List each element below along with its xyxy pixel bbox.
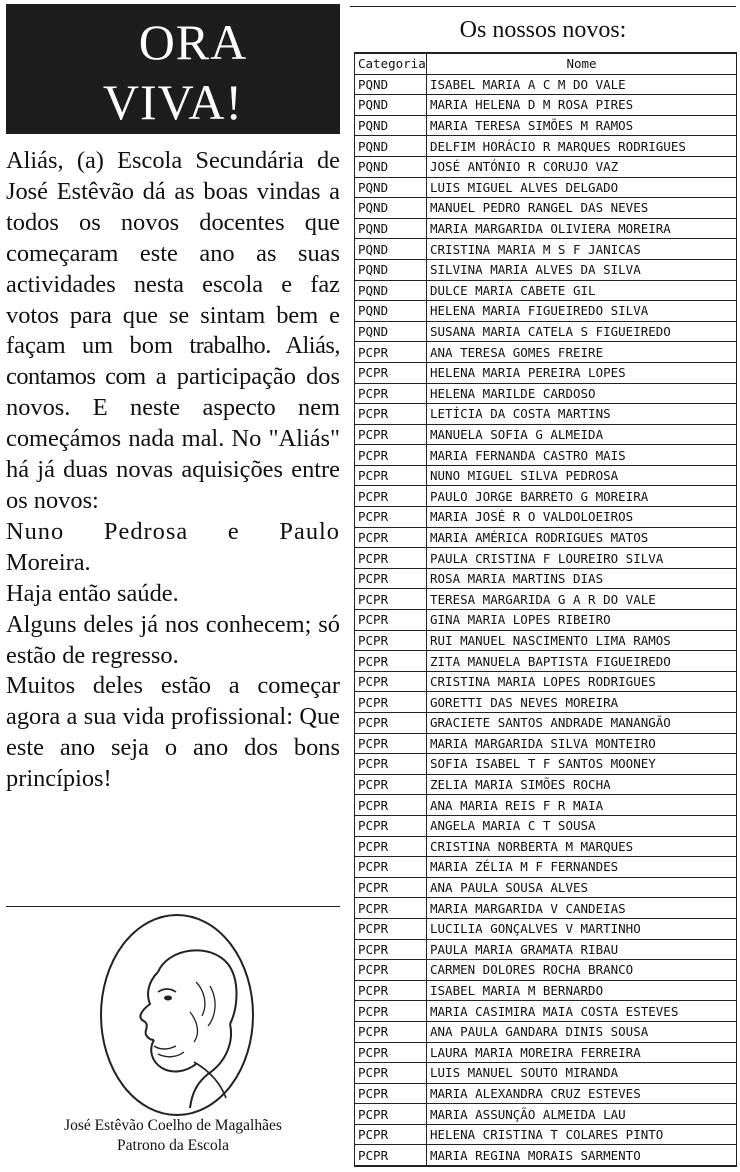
table-row <box>355 321 737 342</box>
row-category: PCPR <box>355 877 427 898</box>
row-name: ANA PAULA GANDARA DINIS SOUSA <box>427 1021 737 1042</box>
row-name: CRISTINA MARIA LOPES RODRIGUES <box>427 671 737 692</box>
table-row <box>355 1145 737 1166</box>
table-row <box>355 1063 737 1084</box>
table-row <box>355 1104 737 1125</box>
table-row <box>355 177 737 198</box>
row-category: PCPR <box>355 1145 427 1166</box>
table-row <box>355 713 737 734</box>
patron-role: Patrono da Escola <box>117 1137 229 1154</box>
row-category: PQND <box>355 95 427 116</box>
row-category: PCPR <box>355 527 427 548</box>
row-name: ISABEL MARIA A C M DO VALE <box>427 74 737 95</box>
row-name: ANA MARIA REIS F R MAIA <box>427 795 737 816</box>
row-name: MARIA REGINA MORAIS SARMENTO <box>427 1145 737 1166</box>
staff-table-title: Os nossos novos: <box>459 17 627 43</box>
row-name: PAULO JORGE BARRETO G MOREIRA <box>427 486 737 507</box>
row-name: SOFIA ISABEL T F SANTOS MOONEY <box>427 754 737 775</box>
table-header-row <box>355 53 737 74</box>
table-row <box>355 301 737 322</box>
row-category: PCPR <box>355 1063 427 1084</box>
table-row <box>355 630 737 651</box>
row-category: PCPR <box>355 795 427 816</box>
new-staff-table <box>354 52 737 1167</box>
row-name: LETÍCIA DA COSTA MARTINS <box>427 404 737 425</box>
row-name: GORETTI DAS NEVES MOREIRA <box>427 692 737 713</box>
table-row <box>355 733 737 754</box>
top-divider <box>350 6 736 7</box>
row-category: PCPR <box>355 713 427 734</box>
table-row <box>355 918 737 939</box>
table-row <box>355 960 737 981</box>
row-name: ROSA MARIA MARTINS DIAS <box>427 568 737 589</box>
table-row <box>355 507 737 528</box>
row-name: HELENA CRISTINA T COLARES PINTO <box>427 1124 737 1145</box>
patron-name: José Estêvão Coelho de Magalhães <box>64 1117 282 1134</box>
row-name: GINA MARIA LOPES RIBEIRO <box>427 610 737 631</box>
row-name: ZELIA MARIA SIMÕES ROCHA <box>427 774 737 795</box>
row-name: MARIA MARGARIDA V CANDEIAS <box>427 898 737 919</box>
row-category: PCPR <box>355 1104 427 1125</box>
row-category: PCPR <box>355 898 427 919</box>
row-name: ZITA MANUELA BAPTISTA FIGUEIREDO <box>427 651 737 672</box>
row-category: PCPR <box>355 733 427 754</box>
row-category: PCPR <box>355 651 427 672</box>
row-name: MARIA JOSÉ R O VALDOLOEIROS <box>427 507 737 528</box>
staff-table-body <box>355 74 737 1166</box>
table-row <box>355 383 737 404</box>
row-name: LAURA MARIA MOREIRA FERREIRA <box>427 1042 737 1063</box>
row-category: PCPR <box>355 857 427 878</box>
table-row <box>355 280 737 301</box>
ora-viva-banner <box>6 4 340 134</box>
row-category: PCPR <box>355 383 427 404</box>
row-name: MARIA AMÉRICA RODRIGUES MATOS <box>427 527 737 548</box>
row-name: GRACIETE SANTOS ANDRADE MANANGÃO <box>427 713 737 734</box>
row-category: PQND <box>355 259 427 280</box>
row-name: MARIA MARGARIDA SILVA MONTEIRO <box>427 733 737 754</box>
row-name: MARIA TERESA SIMÕES M RAMOS <box>427 115 737 136</box>
table-row <box>355 1124 737 1145</box>
table-row <box>355 877 737 898</box>
table-row <box>355 1001 737 1022</box>
row-category: PQND <box>355 136 427 157</box>
row-name: ANA TERESA GOMES FREIRE <box>427 342 737 363</box>
row-category: PCPR <box>355 815 427 836</box>
row-name: MARIA ASSUNÇÃO ALMEIDA LAU <box>427 1104 737 1125</box>
banner-line-1: ORA <box>138 14 248 70</box>
intro-article <box>6 146 340 795</box>
table-row <box>355 774 737 795</box>
row-category: PQND <box>355 177 427 198</box>
row-category: PCPR <box>355 774 427 795</box>
table-row <box>355 857 737 878</box>
row-category: PCPR <box>355 960 427 981</box>
row-name: JOSÉ ANTÓNIO R CORUJO VAZ <box>427 156 737 177</box>
table-row <box>355 651 737 672</box>
row-category: PCPR <box>355 1042 427 1063</box>
row-name: MARIA ALEXANDRA CRUZ ESTEVES <box>427 1083 737 1104</box>
row-name: SUSANA MARIA CATELA S FIGUEIREDO <box>427 321 737 342</box>
table-row <box>355 610 737 631</box>
row-category: PCPR <box>355 1021 427 1042</box>
table-row <box>355 445 737 466</box>
table-row <box>355 1083 737 1104</box>
row-name: RUI MANUEL NASCIMENTO LIMA RAMOS <box>427 630 737 651</box>
row-category: PQND <box>355 301 427 322</box>
row-name: MARIA HELENA D M ROSA PIRES <box>427 95 737 116</box>
new-staff-names: Nuno Pedrosa e Paulo <box>6 517 340 545</box>
table-row <box>355 239 737 260</box>
table-row <box>355 795 737 816</box>
table-row <box>355 548 737 569</box>
row-category: PCPR <box>355 692 427 713</box>
table-row <box>355 898 737 919</box>
banner-line-2: VIVA! <box>102 74 244 130</box>
row-category: PCPR <box>355 1001 427 1022</box>
row-name: SILVINA MARIA ALVES DA SILVA <box>427 259 737 280</box>
row-name: ANA PAULA SOUSA ALVES <box>427 877 737 898</box>
new-staff-names-tail: Moreira. <box>6 548 91 576</box>
table-row <box>355 527 737 548</box>
row-name: CRISTINA NORBERTA M MARQUES <box>427 836 737 857</box>
row-name: MARIA FERNANDA CASTRO MAIS <box>427 445 737 466</box>
row-name: LUCILIA GONÇALVES V MARTINHO <box>427 918 737 939</box>
row-category: PCPR <box>355 342 427 363</box>
row-category: PCPR <box>355 630 427 651</box>
table-row <box>355 1021 737 1042</box>
column-header-category: Categoria <box>355 53 427 74</box>
row-category: PCPR <box>355 568 427 589</box>
table-row <box>355 95 737 116</box>
portrait-caption <box>6 1116 340 1156</box>
row-category: PQND <box>355 321 427 342</box>
row-category: PCPR <box>355 980 427 1001</box>
row-name: MANUELA SOFIA G ALMEIDA <box>427 424 737 445</box>
row-category: PQND <box>355 198 427 219</box>
table-row <box>355 568 737 589</box>
row-name: CRISTINA MARIA M S F JANICAS <box>427 239 737 260</box>
table-row <box>355 589 737 610</box>
patron-portrait-image <box>98 912 256 1118</box>
table-row <box>355 1042 737 1063</box>
left-divider <box>6 906 340 907</box>
row-category: PCPR <box>355 404 427 425</box>
table-row <box>355 404 737 425</box>
row-name: CARMEN DOLORES ROCHA BRANCO <box>427 960 737 981</box>
row-category: PCPR <box>355 445 427 466</box>
row-category: PCPR <box>355 486 427 507</box>
intro-paragraph-2: Haja então saúde. <box>6 579 179 607</box>
intro-paragraph-1-rest: a participação dos novos. E neste aspecto nem começámos nada mal. No "Aliás" há já duas novas aquisições entre os novos: <box>6 363 340 514</box>
row-category: PCPR <box>355 754 427 775</box>
row-category: PCPR <box>355 548 427 569</box>
row-category: PCPR <box>355 939 427 960</box>
table-row <box>355 671 737 692</box>
row-category: PQND <box>355 115 427 136</box>
table-row <box>355 342 737 363</box>
table-row <box>355 465 737 486</box>
table-row <box>355 939 737 960</box>
row-name: MANUEL PEDRO RANGEL DAS NEVES <box>427 198 737 219</box>
intro-paragraph-3: Alguns deles já nos conhecem; só estão de regresso. <box>6 610 340 669</box>
row-name: HELENA MARIA FIGUEIREDO SILVA <box>427 301 737 322</box>
table-row <box>355 136 737 157</box>
row-category: PCPR <box>355 424 427 445</box>
row-name: MARIA CASIMIRA MAIA COSTA ESTEVES <box>427 1001 737 1022</box>
row-category: PCPR <box>355 918 427 939</box>
row-name: PAULA CRISTINA F LOUREIRO SILVA <box>427 548 737 569</box>
row-name: MARIA MARGARIDA OLIVIERA MOREIRA <box>427 218 737 239</box>
row-category: PQND <box>355 218 427 239</box>
column-header-name: Nome <box>427 53 737 74</box>
row-category: PCPR <box>355 1124 427 1145</box>
table-row <box>355 74 737 95</box>
table-row <box>355 692 737 713</box>
row-name: HELENA MARILDE CARDOSO <box>427 383 737 404</box>
row-category: PCPR <box>355 589 427 610</box>
table-row <box>355 754 737 775</box>
row-category: PQND <box>355 156 427 177</box>
row-name: DULCE MARIA CABETE GIL <box>427 280 737 301</box>
row-category: PCPR <box>355 836 427 857</box>
table-row <box>355 218 737 239</box>
row-name: DELFIM HORÁCIO R MARQUES RODRIGUES <box>427 136 737 157</box>
row-category: PCPR <box>355 610 427 631</box>
table-row <box>355 115 737 136</box>
row-name: ANGELA MARIA C T SOUSA <box>427 815 737 836</box>
table-row <box>355 836 737 857</box>
row-category: PCPR <box>355 465 427 486</box>
table-row <box>355 198 737 219</box>
table-row <box>355 362 737 383</box>
row-category: PQND <box>355 280 427 301</box>
row-category: PCPR <box>355 362 427 383</box>
intro-paragraph-1: Aliás, (a) Escola Secundária de José Estêvão dá as boas vindas a todos os novos docentes que começaram este ano as suas actividades nesta escola e faz votos para que se sintam bem e façam um bom <box>6 147 340 360</box>
row-category: PCPR <box>355 671 427 692</box>
table-row <box>355 259 737 280</box>
row-name: TERESA MARGARIDA G A R DO VALE <box>427 589 737 610</box>
row-name: PAULA MARIA GRAMATA RIBAU <box>427 939 737 960</box>
row-name: HELENA MARIA PEREIRA LOPES <box>427 362 737 383</box>
row-name: LUIS MANUEL SOUTO MIRANDA <box>427 1063 737 1084</box>
row-category: PCPR <box>355 507 427 528</box>
row-category: PQND <box>355 239 427 260</box>
table-row <box>355 486 737 507</box>
row-name: MARIA ZÉLIA M F FERNANDES <box>427 857 737 878</box>
row-name: NUNO MIGUEL SILVA PEDROSA <box>427 465 737 486</box>
table-row <box>355 424 737 445</box>
table-row <box>355 156 737 177</box>
row-category: PQND <box>355 74 427 95</box>
row-name: ISABEL MARIA M BERNARDO <box>427 980 737 1001</box>
table-row <box>355 815 737 836</box>
row-name: LUIS MIGUEL ALVES DELGADO <box>427 177 737 198</box>
table-row <box>355 980 737 1001</box>
intro-paragraph-4: Muitos deles estão a começar agora a sua vida profissional: Que este ano seja o ano dos bons princípios! <box>6 672 340 793</box>
intro-paragraph-1-tail: trabalho. Aliás, contamos com <box>6 332 340 391</box>
row-category: PCPR <box>355 1083 427 1104</box>
